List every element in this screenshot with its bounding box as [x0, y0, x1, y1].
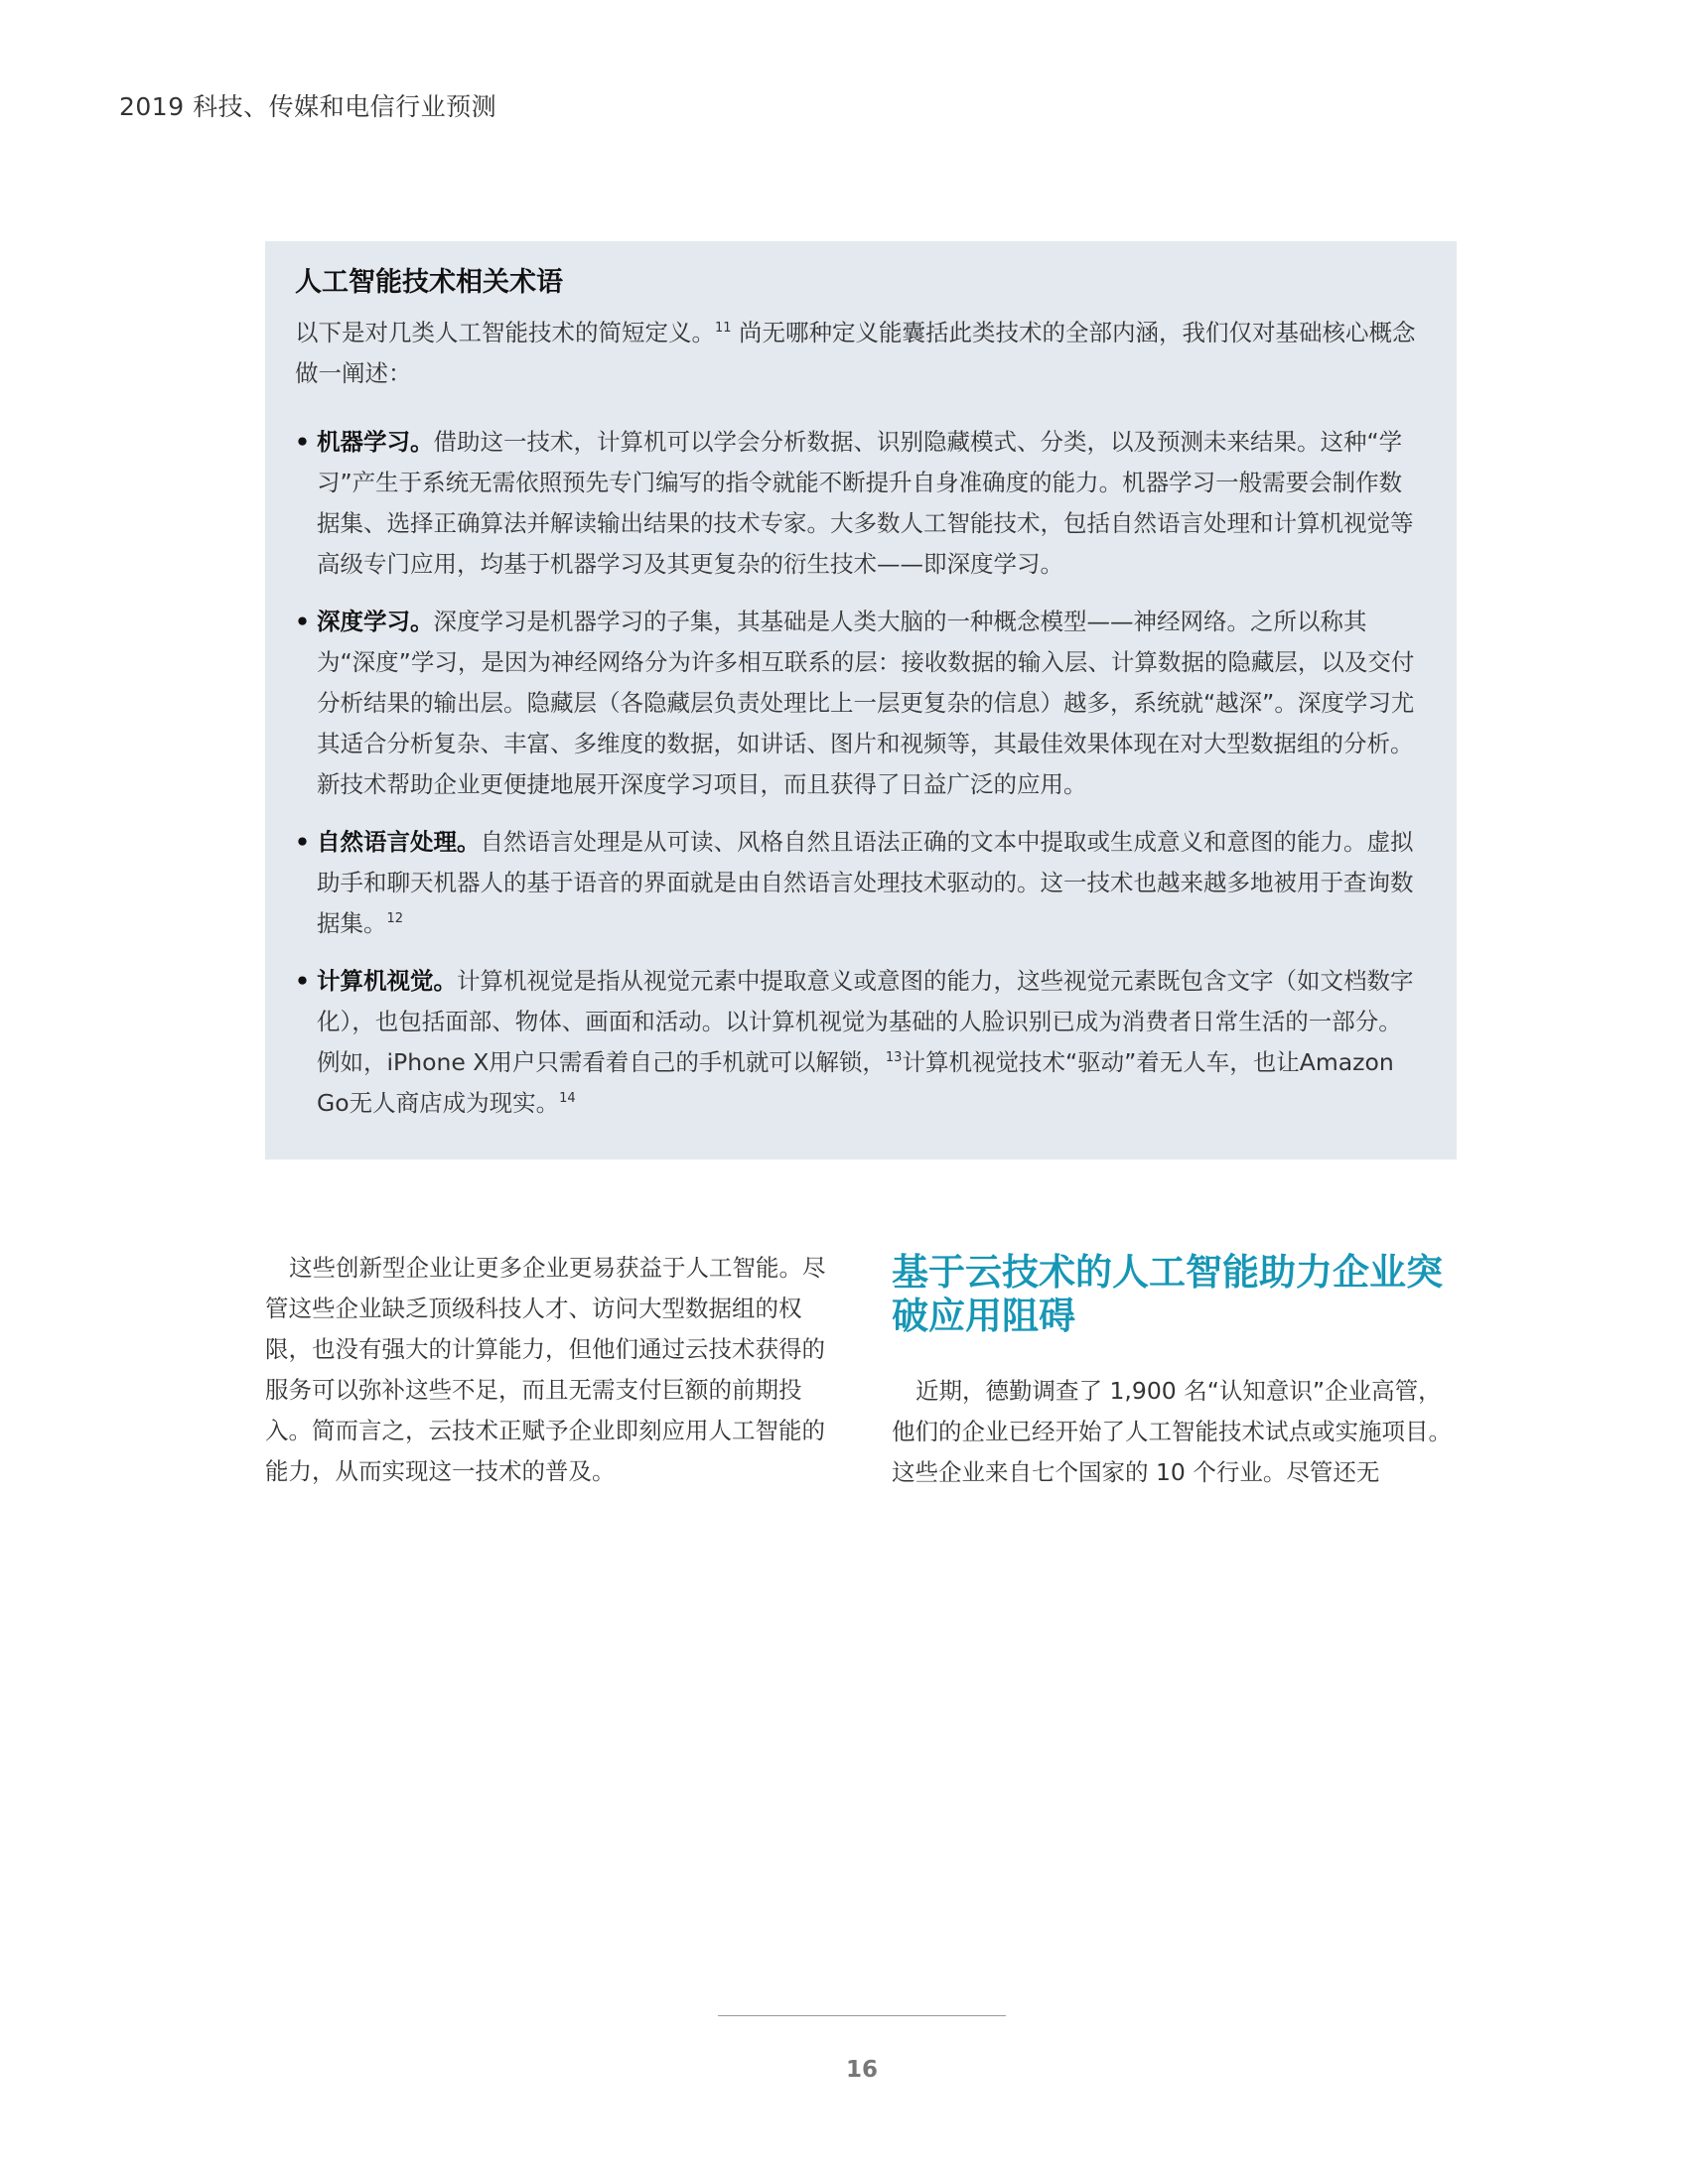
- glossary-intro-text-2: 尚无哪种定义能囊括此类技术的全部内涵，我们仅对基础核心概念做一阐述：: [295, 319, 1416, 387]
- footnote-ref: 11: [715, 321, 732, 337]
- running-header: 2019 科技、传媒和电信行业预测: [119, 92, 497, 121]
- term-list: [295, 422, 1425, 1124]
- bullet-icon: •: [295, 828, 311, 856]
- footer-divider: [718, 2015, 1006, 2016]
- left-column-paragraph: 这些创新型企业让更多企业更易获益于人工智能。尽管这些企业缺乏顶级科技人才、访问大型数据组的权限，也没有强大的计算能力，但他们通过云技术获得的服务可以弥补这些不足，而且无需支付巨额的前期投入。简而言之，云技术正赋予企业即刻应用人工智能的能力，从而实现这一技术的普及。: [265, 1254, 826, 1485]
- term-computer-vision: [295, 961, 1425, 1124]
- page-number: 16: [845, 2057, 878, 2083]
- term-name: 自然语言处理。: [317, 828, 481, 856]
- term-definition: 深度学习是机器学习的子集，其基础是人类大脑的一种概念模型——神经网络。之所以称其为“深度”学习，是因为神经网络分为许多相互联系的层：接收数据的输入层、计算数据的隐藏层，以及交付分析结果的输出层。隐藏层（各隐藏层负责处理比上一层更复杂的信息）越多，系统就“越深”。深度学习尤其适合分析复杂、丰富、多维度的数据，如讲话、图片和视频等，其最佳效果体现在对大型数据组的分析。新技术帮助企业更便捷地展开深度学习项目，而且获得了日益广泛的应用。: [317, 608, 1415, 798]
- bullet-icon: •: [295, 608, 311, 635]
- section-heading: 基于云技术的人工智能助力企业突破应用阻碍: [892, 1251, 1443, 1337]
- glossary-intro-text: 以下是对几类人工智能技术的简短定义。: [295, 319, 715, 346]
- term-definition: 计算机视觉是指从视觉元素中提取意义或意图的能力，这些视觉元素既包含文字（如文档数字化），也包括面部、物体、画面和活动。以计算机视觉为基础的人脸识别已成为消费者日常生活的一部分。例如，iPhone X用户只需看着自己的手机就可以解锁，: [317, 967, 1414, 1076]
- term-name: 计算机视觉。: [317, 967, 457, 995]
- right-column-paragraph: 近期，德勤调查了 1,900 名“认知意识”企业高管，他们的企业已经开始了人工智能技术试点或实施项目。这些企业来自七个国家的 10 个行业。尽管还无: [892, 1377, 1452, 1486]
- term-name: 机器学习。: [317, 428, 434, 456]
- bullet-icon: •: [295, 967, 311, 995]
- term-name: 深度学习。: [317, 608, 434, 635]
- footnote-ref: 13: [885, 1050, 903, 1066]
- glossary-sidebar: [265, 241, 1457, 1160]
- term-definition: 借助这一技术，计算机可以学会分析数据、识别隐藏模式、分类，以及预测未来结果。这种“学习”产生于系统无需依照预先专门编写的指令就能不断提升自身准确度的能力。机器学习一般需要会制作数据集、选择正确算法并解读输出结果的技术专家。大多数人工智能技术，包括自然语言处理和计算机视觉等高级专门应用，均基于机器学习及其更复杂的衍生技术——即深度学习。: [317, 428, 1414, 578]
- glossary-title: 人工智能技术相关术语: [295, 267, 563, 298]
- term-definition: 自然语言处理是从可读、风格自然且语法正确的文本中提取或生成意义和意图的能力。虚拟助手和聊天机器人的基于语音的界面就是由自然语言处理技术驱动的。这一技术也越来越多地被用于查询数据集。: [317, 828, 1414, 937]
- footnote-ref: 12: [386, 911, 404, 927]
- bullet-icon: •: [295, 428, 311, 456]
- term-machine-learning: [295, 422, 1425, 585]
- footnote-ref: 14: [559, 1091, 576, 1107]
- term-definition-continued: 计算机视觉技术“驱动”着无人车，也让Amazon Go无人商店成为现实。: [317, 1048, 1394, 1117]
- term-natural-language-processing: [295, 822, 1425, 944]
- glossary-intro: [295, 313, 1425, 394]
- term-deep-learning: [295, 602, 1425, 805]
